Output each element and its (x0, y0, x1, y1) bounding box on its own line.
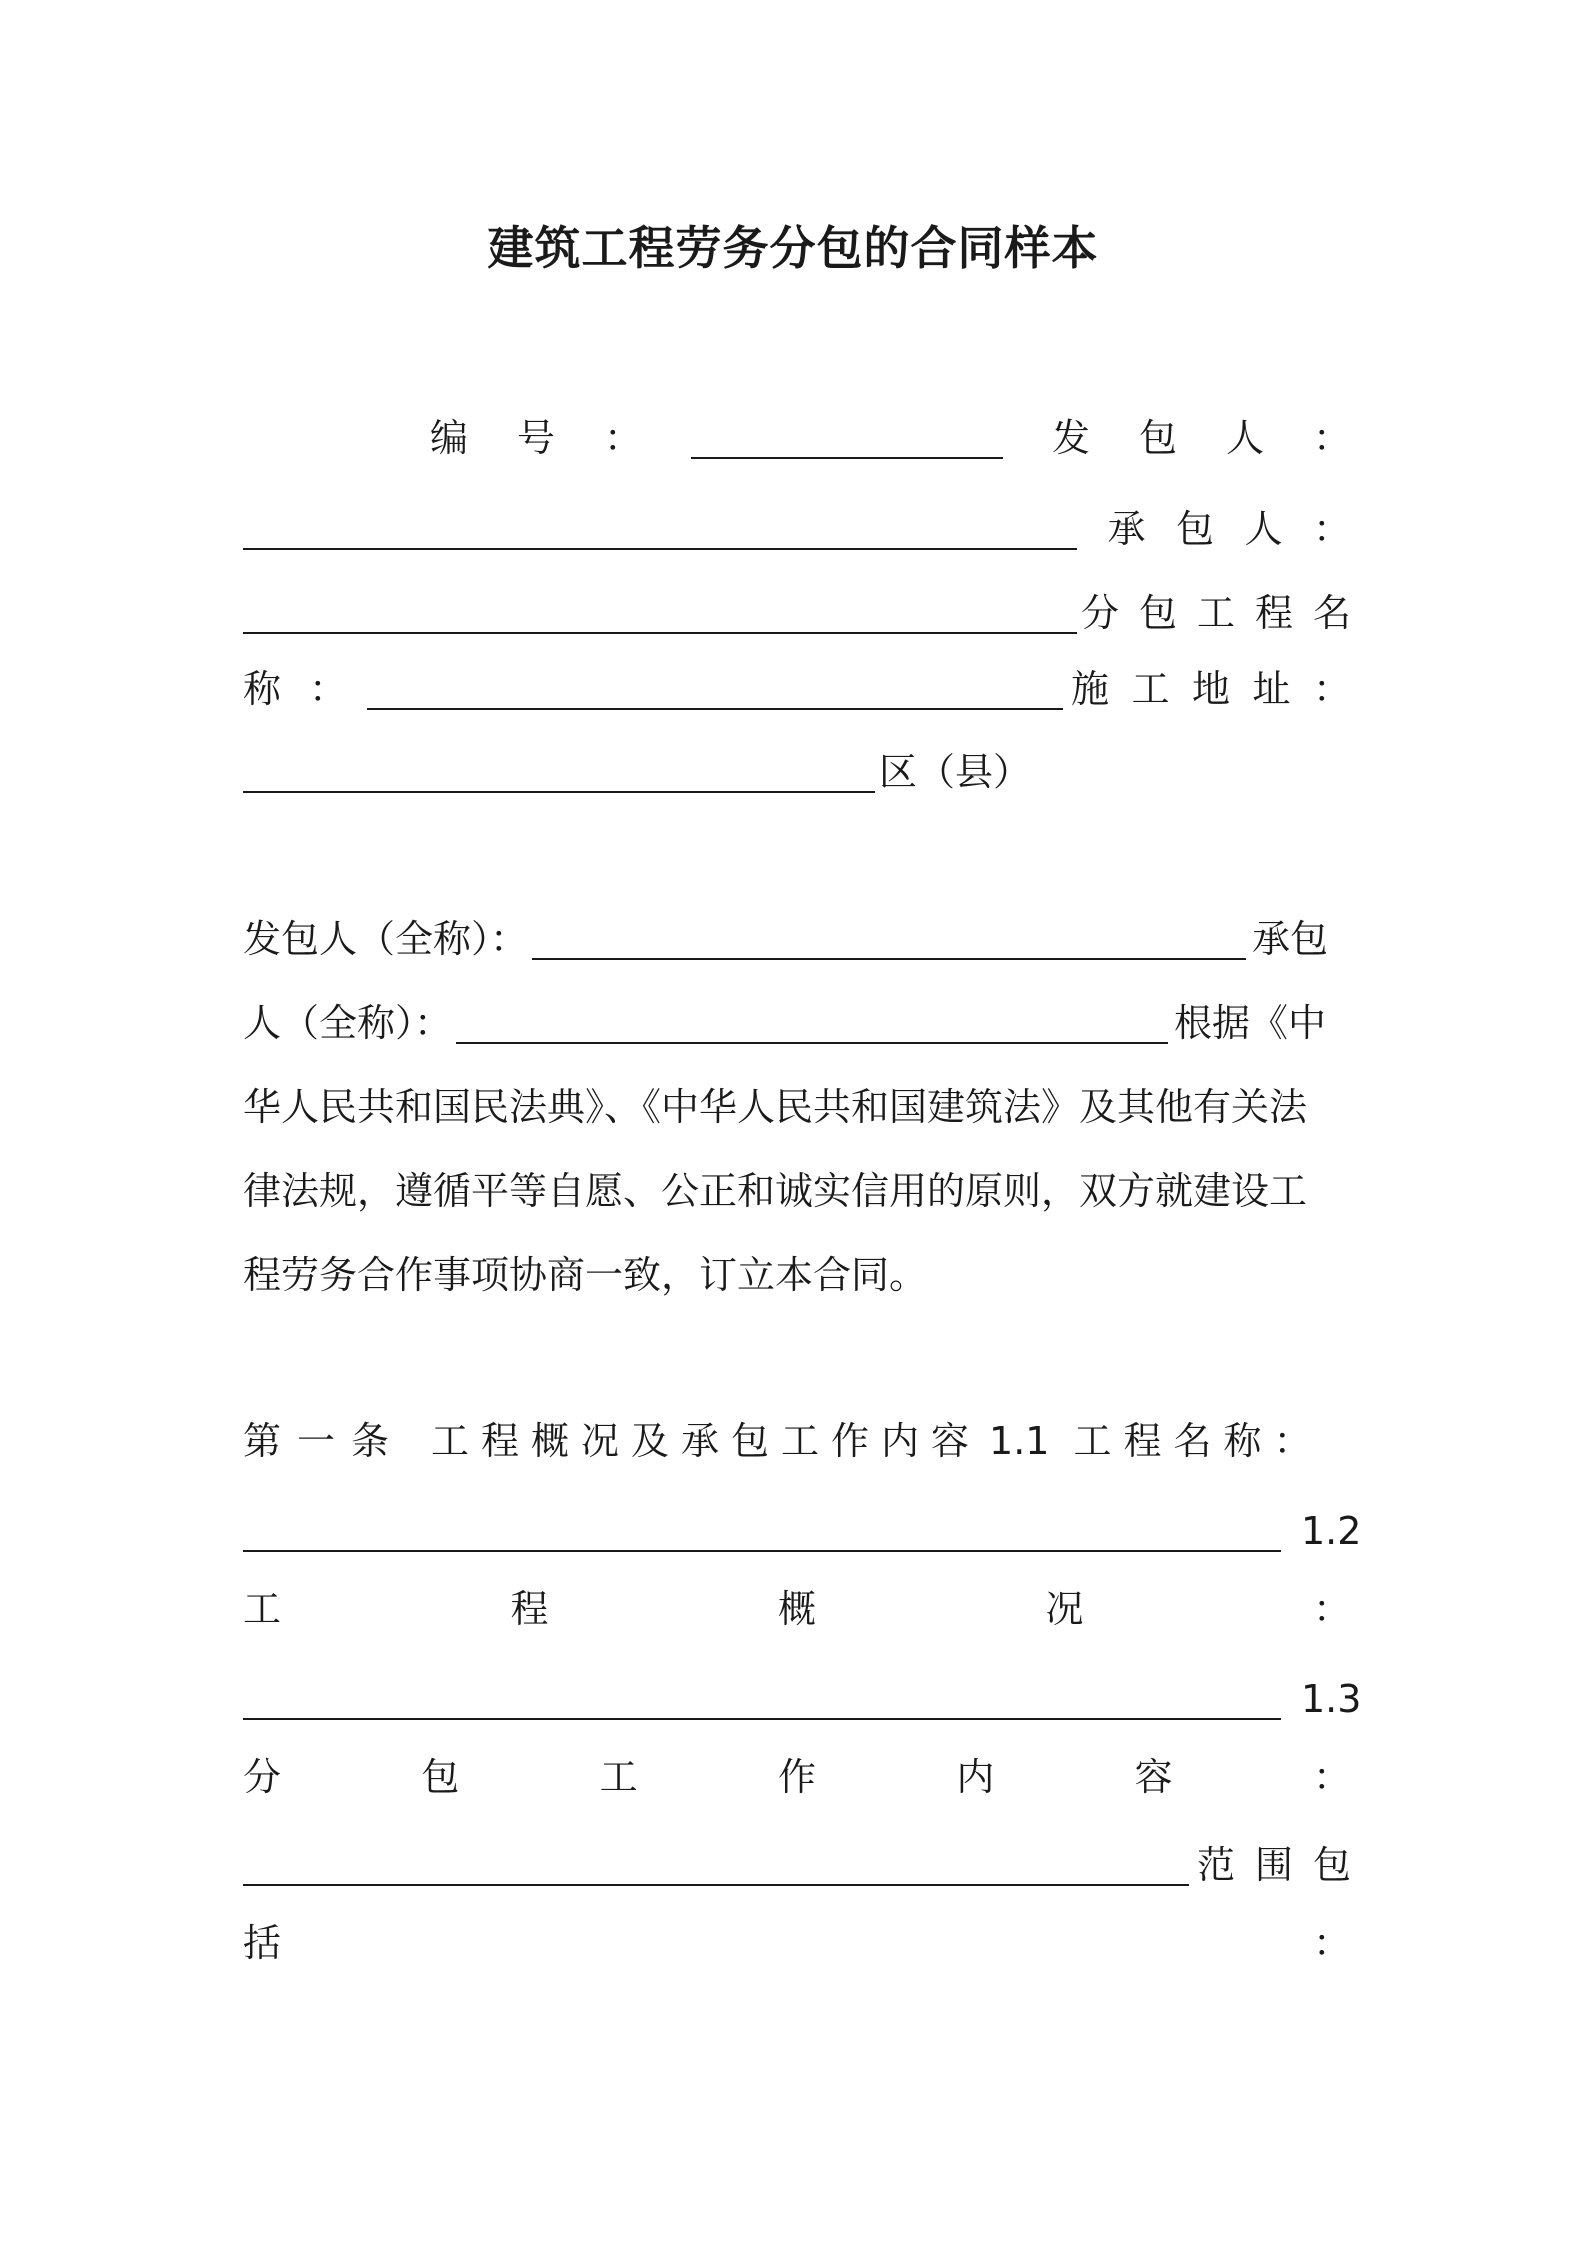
scope-label-colon: ： (1312, 1921, 1351, 1965)
party-b-blank[interactable] (243, 632, 1077, 634)
project-overview-blank[interactable] (243, 1718, 1281, 1720)
number-label-char-1: 编 (430, 416, 469, 460)
item-1-2-blank-row (243, 1664, 1362, 1734)
scope-label-cont: 括 (243, 1921, 282, 1965)
party-a-full-blank[interactable] (532, 958, 1246, 960)
project-name-value-blank[interactable] (243, 1550, 1281, 1552)
item-1-1-label: 工程名称： (1073, 1419, 1324, 1463)
item-1-3-number: 1.3 (1301, 1677, 1362, 1721)
site-address-char-3: 地 (1191, 667, 1230, 711)
preamble-text-4: 律法规，遵循平等自愿、公正和诚实信用的原则，双方就建设工 (243, 1169, 1308, 1213)
work-content-blank[interactable] (243, 1884, 1189, 1886)
scope-cont-row (243, 1908, 1351, 1978)
item-1-3-char-2: 包 (421, 1755, 460, 1799)
site-address-char-4: 址 (1252, 667, 1291, 711)
district-label: 区（县） (879, 750, 1032, 794)
party-a-label-char-3: 人 (1225, 416, 1264, 460)
preamble-line-2 (243, 988, 1351, 1058)
preamble-line-4 (243, 1156, 1351, 1226)
number-label-char-2: 号 (517, 416, 556, 460)
party-b-full-label-1: 承包 (1252, 917, 1329, 961)
project-name-blank[interactable] (367, 708, 1063, 710)
number-row (430, 403, 1351, 473)
article-1-title: 工程概况及承包工作内容 (431, 1419, 982, 1463)
party-b-label-char-2: 包 (1175, 507, 1214, 551)
project-name-label: 分包工程名 (1080, 591, 1371, 635)
item-1-2-char-2: 程 (510, 1587, 549, 1631)
item-1-3-char-1: 分 (243, 1755, 282, 1799)
article-1-heading-row (243, 1406, 1351, 1476)
preamble-line-1 (243, 904, 1351, 974)
item-1-2-char-3: 概 (777, 1587, 816, 1631)
basis-text: 根据《中 (1174, 1001, 1327, 1045)
site-address-char-2: 工 (1131, 667, 1170, 711)
item-1-3-char-4: 作 (777, 1755, 816, 1799)
article-1-number: 第一条 (243, 1419, 406, 1463)
item-1-2-colon: ： (1312, 1587, 1351, 1631)
item-1-3-char-5: 内 (956, 1755, 995, 1799)
party-a-label-char-1: 发 (1051, 416, 1090, 460)
district-blank[interactable] (243, 791, 875, 793)
item-1-2-char-4: 况 (1045, 1587, 1084, 1631)
item-1-3-colon: ： (1312, 1755, 1351, 1799)
item-1-1-blank-row (243, 1496, 1362, 1566)
preamble-line-3 (243, 1072, 1351, 1142)
party-b-full-blank[interactable] (456, 1042, 1168, 1044)
party-b-label-char-3: 人 (1244, 507, 1283, 551)
project-name-row (243, 578, 1371, 648)
party-b-label-colon: ： (1312, 507, 1351, 551)
item-1-1-number: 1.1 (989, 1419, 1050, 1463)
party-a-full-label: 发包人（全称）： (243, 917, 529, 961)
party-a-label-colon: ： (1312, 416, 1351, 460)
party-a-blank[interactable] (243, 548, 1077, 550)
preamble-line-5 (243, 1240, 1351, 1310)
scope-row (243, 1830, 1371, 1900)
item-1-3-label-row (243, 1742, 1351, 1812)
item-1-2-label-row (243, 1574, 1351, 1644)
project-name-colon: ： (309, 667, 348, 711)
number-blank[interactable] (691, 457, 1003, 459)
party-b-full-label-2: 人（全称）： (243, 1001, 453, 1045)
scope-label: 范围包 (1196, 1843, 1371, 1887)
preamble-text-3: 华人民共和国民法典》、《中华人民共和国建筑法》及其他有关法 (243, 1085, 1308, 1129)
party-b-label-char-1: 承 (1107, 507, 1146, 551)
party-b-row (243, 494, 1351, 564)
preamble-text-5: 程劳务合作事项协商一致，订立本合同。 (243, 1253, 928, 1297)
site-address-row (243, 654, 1351, 724)
item-1-3-char-3: 工 (599, 1755, 638, 1799)
project-name-label-cont: 称 (243, 667, 282, 711)
item-1-2-number: 1.2 (1301, 1509, 1362, 1553)
number-label-colon: ： (604, 416, 643, 460)
site-address-label (1071, 654, 1351, 724)
district-row (243, 737, 1351, 807)
item-1-3-char-6: 容 (1134, 1755, 1173, 1799)
document-title: 建筑工程劳务分包的合同样本 (487, 221, 1099, 275)
party-a-label-char-2: 包 (1138, 416, 1177, 460)
site-address-colon: ： (1312, 667, 1351, 711)
site-address-char-1: 施 (1071, 667, 1110, 711)
item-1-2-char-1: 工 (243, 1587, 282, 1631)
